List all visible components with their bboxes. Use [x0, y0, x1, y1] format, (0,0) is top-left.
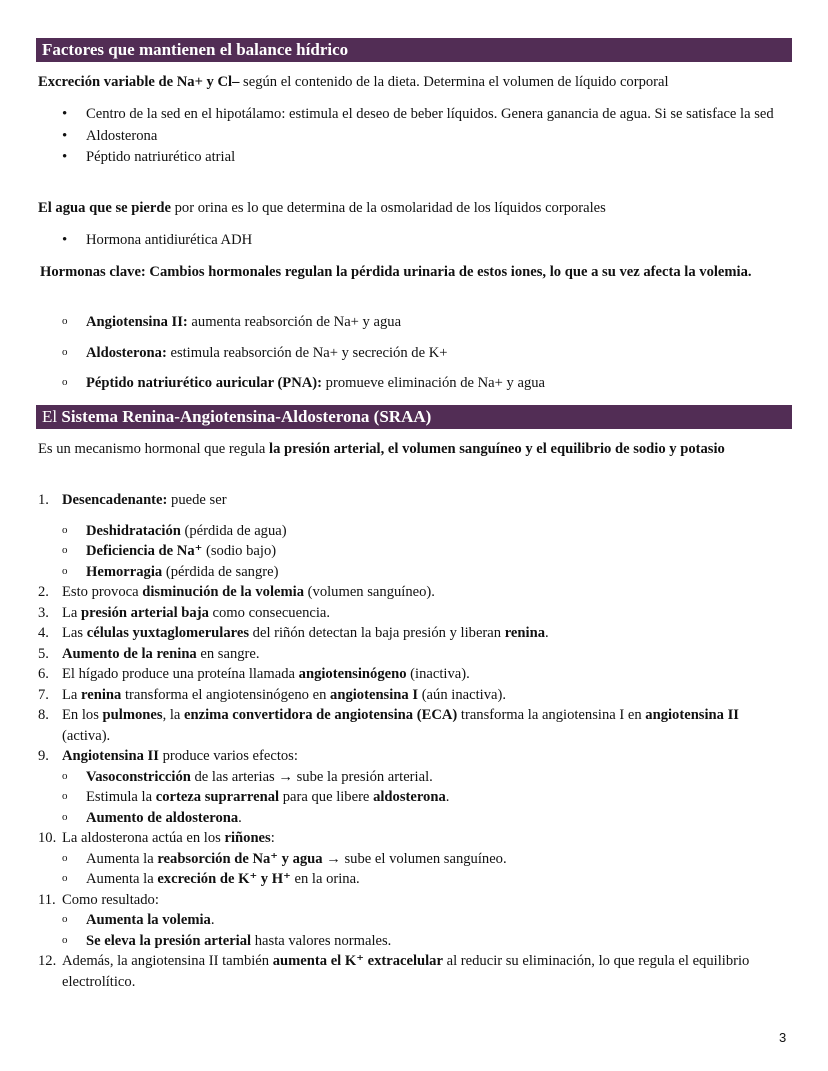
list-item: 10. La aldosterona actúa en los riñones: o Aumenta la reabsorción de Na⁺ y agua → sube el volumen sanguíneo. o Aumenta la excreción de K⁺ y H⁺ en la orina. — [38, 828, 790, 890]
list-item: • Hormona antidiurética ADH — [38, 230, 790, 251]
paragraph-hormonas-clave — [40, 262, 790, 283]
list-item: o Aumenta la volemia. — [38, 910, 790, 931]
hormone-list — [38, 312, 790, 394]
page-number: 3 — [779, 1030, 787, 1045]
list-item: o Aumento de aldosterona. — [38, 808, 790, 829]
sub-list — [38, 767, 790, 829]
paragraph-excrecion — [38, 72, 790, 93]
list-item: o Vasoconstricción de las arterias → sube la presión arterial. — [38, 767, 790, 788]
paragraph-bold: El agua que se pierde — [38, 200, 171, 216]
list-item: • Péptido natriurético atrial — [38, 147, 790, 168]
list-item: o Estimula la corteza suprarrenal para que libere aldosterona. — [38, 787, 790, 808]
list-item: o Aumenta la reabsorción de Na⁺ y agua → sube el volumen sanguíneo. — [38, 849, 790, 870]
sub-list — [38, 849, 790, 890]
list-item: 12. Además, la angiotensina II también aumenta el K⁺ extracelular al reducir su eliminación, lo que regula el equilibrio electrolítico. — [38, 953, 750, 990]
paragraph-text: según el contenido de la dieta. Determina el volumen de líquido corporal — [239, 74, 669, 90]
list-item: o Deficiencia de Na⁺ (sodio bajo) — [38, 541, 790, 562]
section-heading-text: Factores que mantienen el balance hídrico — [42, 40, 349, 59]
list-item: 2. Esto provoca disminución de la volemia (volumen sanguíneo). — [38, 584, 435, 600]
list-item: 1. Desencadenante: puede ser o Deshidratación (pérdida de agua) o Deficiencia de Na⁺ (sodio bajo) o Hemorragia (pérdida de sangre) — [38, 490, 790, 582]
list-item: 9. Angiotensina II produce varios efectos: o Vasoconstricción de las arterias → sube la presión arterial. o Estimula la corteza suprarrenal para que libere aldosterona. o Aumento de aldosterona. — [38, 746, 790, 828]
bullet-list-adh — [38, 230, 790, 251]
list-item: o Aldosterona: estimula reabsorción de Na+ y secreción de K+ — [38, 343, 790, 364]
sraa-steps-list — [38, 490, 790, 992]
list-item: 7. La renina transforma el angiotensinógeno en angiotensina I (aún inactiva). — [38, 686, 506, 703]
list-item: o Aumenta la excreción de K⁺ y H⁺ en la orina. — [38, 869, 790, 890]
list-item: 3. La presión arterial baja como consecuencia. — [38, 604, 331, 621]
list-item: o Péptido natriurético auricular (PNA): promueve eliminación de Na+ y agua — [38, 373, 790, 394]
section-heading-prefix: El — [42, 407, 62, 426]
list-item: o Angiotensina II: aumenta reabsorción de Na+ y agua — [38, 312, 790, 333]
section-heading-balance-hidrico — [36, 38, 792, 62]
list-item: o Deshidratación (pérdida de agua) — [38, 521, 790, 542]
paragraph-bold: Excreción variable de Na+ y Cl– — [38, 74, 240, 90]
paragraph-sraa-intro — [38, 439, 790, 460]
list-item: 8. En los pulmones, la enzima convertidora de angiotensina (ECA) transforma la angiotensina I en angiotensina II (activa). — [38, 707, 739, 744]
sub-list — [38, 521, 790, 583]
list-item: 6. El hígado produce una proteína llamada angiotensinógeno (inactiva). — [38, 666, 470, 682]
list-item: o Hemorragia (pérdida de sangre) — [38, 562, 790, 583]
paragraph-bold: la presión arterial, el volumen sanguíneo y el equilibrio de sodio y potasio — [269, 441, 725, 457]
list-item: 11. Como resultado: o Aumenta la volemia. o Se eleva la presión arterial hasta valores normales. — [38, 890, 790, 952]
list-item: • Centro de la sed en el hipotálamo: estimula el deseo de beber líquidos. Genera ganancia de agua. Si se satisface la sed — [38, 104, 790, 125]
bullet-list-factores — [38, 104, 790, 168]
section-heading-sraa — [36, 405, 792, 429]
list-item: 4. Las células yuxtaglomerulares del riñón detectan la baja presión y liberan renina. — [38, 625, 549, 641]
list-item: o Se eleva la presión arterial hasta valores normales. — [38, 931, 790, 952]
section-heading-text: Sistema Renina-Angiotensina-Aldosterona (SRAA) — [61, 407, 432, 426]
paragraph-agua-perdida — [38, 198, 790, 219]
list-item: • Aldosterona — [38, 126, 790, 147]
paragraph-text: por orina es lo que determina de la osmolaridad de los líquidos corporales — [170, 200, 606, 216]
list-item: 5. Aumento de la renina en sangre. — [38, 645, 260, 662]
paragraph-bold: Hormonas clave: Cambios hormonales regulan la pérdida urinaria de estos iones, lo que a su vez afecta la volemia. — [40, 264, 752, 280]
sub-list — [38, 910, 790, 951]
paragraph-text: Es un mecanismo hormonal que regula — [38, 441, 270, 457]
